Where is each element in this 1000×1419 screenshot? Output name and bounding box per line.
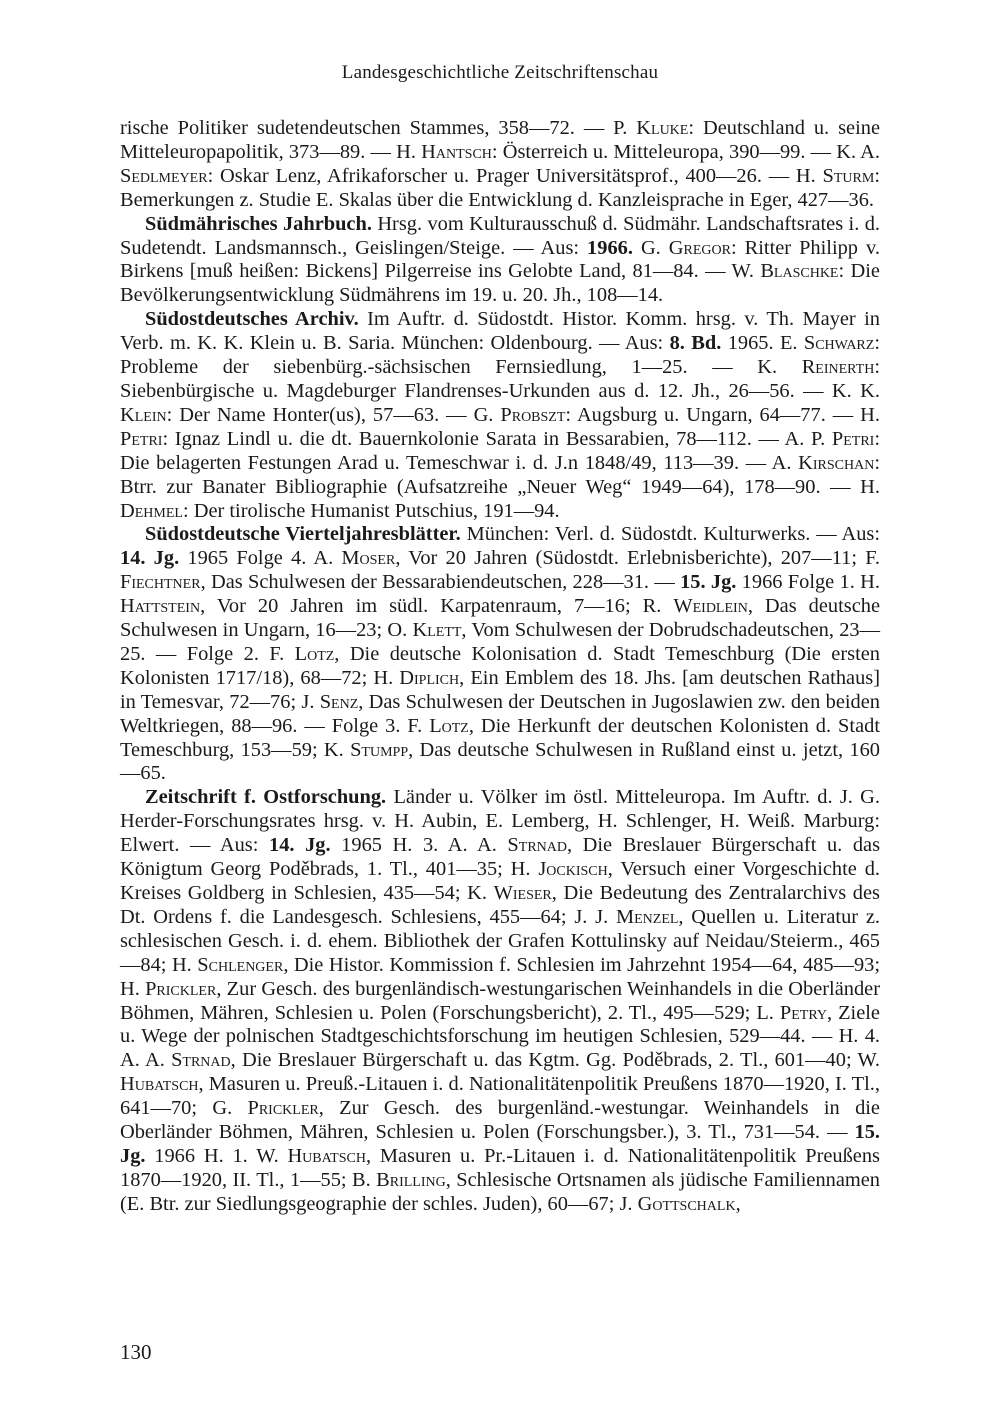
text-run: , Das deutsche Schulwesen in Ungarn, 16—23; O. <box>120 595 881 642</box>
text-run: München: Verl. d. Südostdt. Kulturwerks. — Aus: <box>460 523 880 546</box>
author-name: Schlenger <box>197 953 284 976</box>
text-run: , Die Bedeutung des Zentralarchivs des Dt. Ordens f. die Landesgesch. Schlesiens, 455—64; J. J. <box>120 882 880 928</box>
text-run: , Ein Emblem des 18. Jhs. [am deutschen Rathaus] in Temesvar, 72—76; J. <box>120 666 880 713</box>
author-name: Hattstein <box>120 595 201 618</box>
text-run: : Augsburg u. Ungarn, 64—77. — H. <box>565 403 880 426</box>
bold-heading: 14. Jg. <box>120 547 180 570</box>
text-run: : Deutschland u. seine Mitteleuropapolitik, 373—89. — H. <box>120 117 880 163</box>
text-run: : Ignaz Lindl u. die dt. Bauernkolonie Sarata in Bessarabien, 78—112. — A. P. <box>162 427 832 450</box>
author-name: Schwarz <box>803 332 875 355</box>
text-run: , Schlesische Ortsnamen als jüdische Familiennamen (E. Btr. zur Siedlungsgeographie der schles. Juden), 60—67; J. <box>120 1168 880 1215</box>
author-name: Hantsch <box>421 140 492 163</box>
text-run: , Quellen u. Literatur z. schlesischen Gesch. i. d. ehem. Bibliothek der Grafen Kottulinsky auf Neidau/Steierm., 465—84; H. <box>120 905 880 976</box>
text-run: 1966 Folge 1. H. <box>736 571 880 594</box>
text-run: , Die Breslauer Bürgerschaft u. das Kgtm. Gg. Poděbrads, 2. Tl., 601—40; W. <box>230 1049 880 1072</box>
text-run: 1966 H. 1. W. <box>145 1144 288 1167</box>
text-run: , Masuren u. Pr.-Litauen i. d. Nationalitätenpolitik Preußens 1870—1920, II. Tl., 1—55; B. <box>120 1144 880 1191</box>
text-run: Im Auftr. d. Südostdt. Histor. Komm. hrsg. v. Th. Mayer in Verb. m. K. K. Klein u. B. Saria. München: Oldenbourg. — Aus: <box>120 308 880 355</box>
text-run: 1965 Folge 4. A. <box>179 547 342 570</box>
author-name: Probszt <box>500 403 566 426</box>
paragraph-zeitschrift-f-ostforschung <box>120 786 880 1216</box>
author-name: Menzel <box>615 905 679 928</box>
author-name: Hubatsch <box>120 1073 199 1096</box>
author-name: Wieser <box>493 882 552 904</box>
author-name: Blaschke <box>760 260 839 283</box>
text-run: , Das Schulwesen der Deutschen in Jugoslawien zw. den beiden Weltkriegen, 88—96. — Folge 3. F. <box>120 690 880 737</box>
text-run: , Die Histor. Kommission f. Schlesien im Jahrzehnt 1954—64, 485—93; H. <box>120 953 881 1000</box>
author-name: Gregor <box>668 236 731 259</box>
author-name: Diplich <box>399 666 460 689</box>
author-name: Kirschan <box>798 451 875 474</box>
text-run: , Vom Schulwesen der Dobrudschadeutschen, 23—25. — Folge 2. F. <box>120 619 880 665</box>
author-name: Senz <box>319 690 359 713</box>
text-run: : Probleme der siebenbürg.-sächsischen Fernsiedlung, 1—25. — K. <box>120 332 880 379</box>
text-run: : Btrr. zur Banater Bibliographie (Aufsatzreihe „Neuer Weg“ 1949—64), 178—90. — H. <box>120 451 880 498</box>
text-run: , <box>735 1192 741 1215</box>
bold-heading: 1966. <box>587 236 633 259</box>
body-text <box>120 117 880 1217</box>
text-run: G. <box>632 236 669 259</box>
author-name: Weidlein <box>673 595 748 618</box>
text-run: , Das Schulwesen der Bessarabiendeutschen, 228—31. — <box>200 571 681 594</box>
author-name: Sturm <box>822 164 875 187</box>
text-run: Hrsg. vom Kulturausschuß d. Südmähr. Landschaftsrates i. d. Sudetendt. Landsmannsch., Geislingen/Steige. — Aus: <box>120 212 880 259</box>
bold-heading: 8. Bd. <box>669 332 722 355</box>
author-name: Strnad <box>171 1049 231 1072</box>
text-run: , Masuren u. Preuß.-Litauen i. d. Nationalitätenpolitik Preußens 1870—1920, I. Tl., 641—70; G. <box>120 1073 880 1120</box>
bold-heading: 15. Jg. <box>120 1121 880 1167</box>
author-name: Petri <box>831 427 875 450</box>
author-name: Petry <box>779 1001 827 1024</box>
bold-heading: 15. Jg. <box>680 571 737 594</box>
text-run: , Vor 20 Jahren (Südostdt. Erlebnisberichte), 207—11; F. <box>395 547 880 570</box>
author-name: Reinerth <box>801 356 875 379</box>
text-run: : Ritter Philipp v. Birkens [muß heißen: Bickens] Pilgerreise ins Gelobte Land, 81—84. — W. <box>120 236 880 283</box>
bold-heading: Südmährisches Jahrbuch. <box>145 212 372 235</box>
paragraph-continuation <box>120 117 880 213</box>
author-name: Klein <box>120 403 167 426</box>
text-run: , Zur Gesch. des burgenländ.-westungar. Weinhandels in die Oberländer Böhmen, Mähren, Schlesien u. Polen (Forschungsber.), 3. Tl., 731—54. — <box>120 1097 880 1144</box>
running-head: Landesgeschichtliche Zeitschriftenschau <box>341 62 659 83</box>
text-run: , Vor 20 Jahren im südl. Karpatenraum, 7—16; R. <box>200 595 674 618</box>
text-run: 1965. E. <box>721 332 804 355</box>
author-name: Fiechtner <box>120 571 201 594</box>
author-name: Gottschalk <box>637 1192 736 1215</box>
text-run: Länder u. Völker im östl. Mitteleuropa. Im Auftr. d. J. G. Herder-Forschungsrates hrsg. v. H. Aubin, E. Lemberg, H. Schlenger, H. Weiß. Marburg: Elwert. — Aus: <box>120 786 881 857</box>
author-name: Prickler <box>247 1097 319 1120</box>
author-name: Dehmel <box>120 499 183 522</box>
paragraph-suedostdeutsche-vierteljahresblaetter <box>120 523 880 786</box>
author-name: Sedlmeyer <box>120 164 208 187</box>
text-run: rische Politiker sudetendeutschen Stammes, 358—72. — P. <box>120 117 637 139</box>
bold-heading: 14. Jg. <box>269 834 331 857</box>
text-run: , Zur Gesch. des burgenländisch-westungarischen Weinhandels in die Oberländer Böhmen, Mähren, Schlesien u. Polen (Forschungsbericht), 2. Tl., 495—529; L. <box>120 977 880 1024</box>
author-name: Kluke <box>636 117 689 139</box>
author-name: Strnad <box>507 834 567 857</box>
paragraph-suedmaehrisches-jahrbuch <box>120 213 880 309</box>
author-name: Lotz <box>294 642 335 665</box>
author-name: Prickler <box>145 977 217 1000</box>
author-name: Brilling <box>376 1168 446 1191</box>
paragraph-suedostdeutsches-archiv <box>120 308 880 523</box>
text-run: , Die Herkunft der deutschen Kolonisten d. Stadt Temeschburg, 153—59; K. <box>120 714 880 761</box>
page-number: 130 <box>120 1340 152 1364</box>
author-name: Hubatsch <box>287 1144 366 1167</box>
bold-heading: Zeitschrift f. Ostforschung. <box>145 786 387 809</box>
text-run: : Österreich u. Mitteleuropa, 390—99. — K. A. <box>491 140 881 163</box>
author-name: Petri <box>120 427 163 450</box>
text-run: : Oskar Lenz, Afrikaforscher u. Prager Universitätsprof., 400—26. — H. <box>207 164 823 187</box>
text-run: , Die deutsche Kolonisation d. Stadt Temeschburg (Die ersten Kolonisten 1717/18), 68—72; H. <box>120 642 880 689</box>
text-run: 1965 H. 3. A. A. <box>330 834 508 857</box>
text-run: : Die belagerten Festungen Arad u. Temeschwar i. d. J.n 1848/49, 113—39. — A. <box>120 427 880 474</box>
author-name: Moser <box>341 547 396 570</box>
text-run: : Der tirolische Humanist Putschius, 191—94. <box>182 499 560 522</box>
text-run: : Siebenbürgische u. Magdeburger Flandrenses-Urkunden aus d. 12. Jh., 26—56. — K. K. <box>120 356 880 402</box>
text-run: : Die Bevölkerungsentwicklung Südmährens im 19. u. 20. Jh., 108—14. <box>120 260 880 307</box>
text-run: , Das deutsche Schulwesen in Rußland einst u. jetzt, 160—65. <box>120 738 880 785</box>
text-run: , Die Breslauer Bürgerschaft u. das Königtum Georg Poděbrads, 1. Tl., 401—35; H. <box>120 834 881 881</box>
author-name: Klett <box>412 619 462 642</box>
author-name: Lotz <box>429 714 469 737</box>
text-run: : Der Name Honter(us), 57—63. — G. <box>166 403 501 426</box>
author-name: Jockisch <box>538 858 608 881</box>
bold-heading: Südostdeutsches Archiv. <box>145 308 359 331</box>
author-name: Stumpp <box>350 738 409 761</box>
text-run: , Versuch einer Vorgeschichte d. Kreises Goldberg in Schlesien, 435—54; K. <box>120 858 880 904</box>
text-run: : Bemerkungen z. Studie E. Skalas über die Entwicklung d. Kanzleisprache in Eger, 427—36. <box>120 164 880 211</box>
bold-heading: Südostdeutsche Vierteljahresblätter. <box>145 523 461 546</box>
text-run: , Ziele u. Wege der polnischen Stadtgeschichtsforschung im heutigen Schlesien, 529—44. — H. 4. A. A. <box>120 1001 880 1072</box>
